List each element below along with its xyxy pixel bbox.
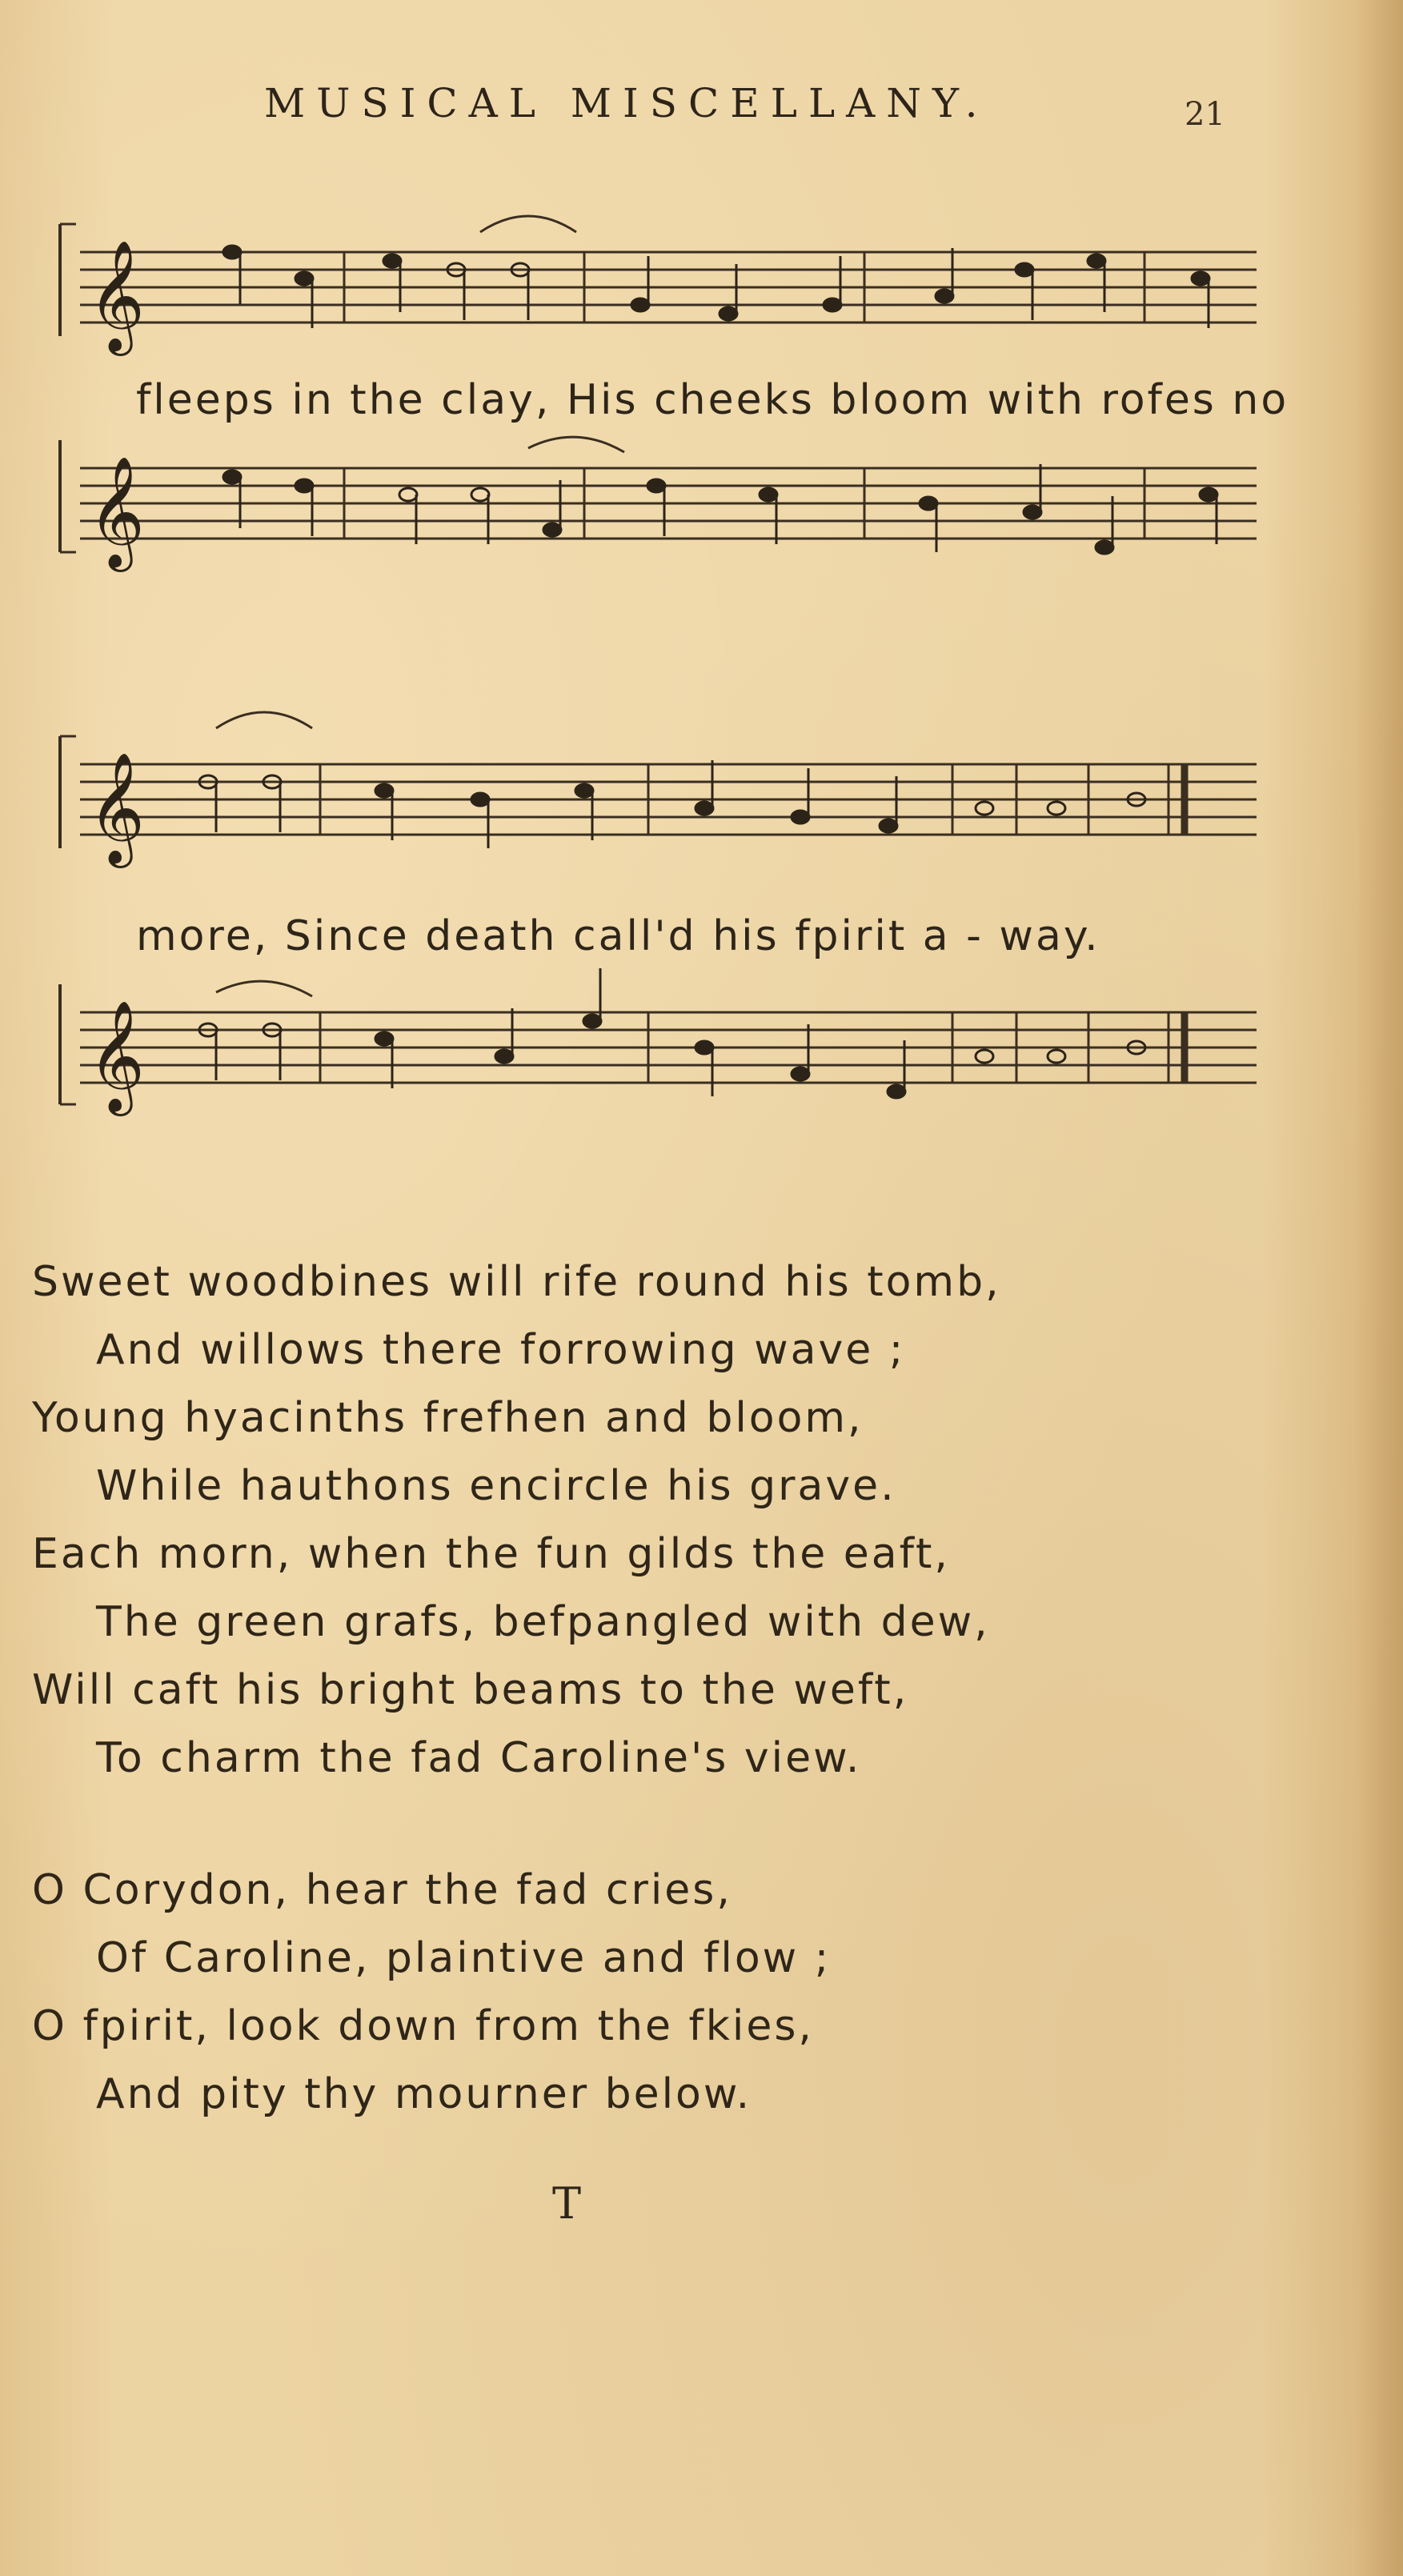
stanza-gap bbox=[32, 1793, 1313, 1857]
svg-text:𝄞: 𝄞 bbox=[88, 456, 145, 567]
poem-line: Will caft his bright beams to the weft, bbox=[32, 1666, 909, 1714]
poem-line: Young hyacinths frefhen and bloom, bbox=[32, 1394, 864, 1442]
svg-text:𝄞: 𝄞 bbox=[88, 1000, 145, 1112]
poem-line: O fpirit, look down from the fkies, bbox=[32, 2002, 814, 2050]
poem-line: To charm the fad Caroline's view. bbox=[96, 1734, 862, 1782]
poem-line: The green grafs, befpangled with dew, bbox=[96, 1598, 990, 1646]
poem-text bbox=[32, 1248, 1313, 2129]
poem-line: Sweet woodbines will rife round his tomb, bbox=[32, 1258, 1001, 1306]
svg-text:𝄞: 𝄞 bbox=[88, 752, 145, 863]
poem-line: And willows there forrowing wave ; bbox=[96, 1326, 906, 1374]
running-title: MUSICAL MISCELLANY. bbox=[264, 80, 989, 126]
stanza-2 bbox=[32, 1857, 1313, 2129]
poem-line: Each morn, when the fun gilds the eaft, bbox=[32, 1530, 950, 1578]
lyric-line-1: fleeps in the clay, His cheeks bloom with rofes no bbox=[136, 376, 1289, 424]
poem-line: Of Caroline, plaintive and flow ; bbox=[96, 1934, 832, 1982]
lyric-line-2: more, Since death call'd his fpirit a - way. bbox=[136, 912, 1100, 960]
poem-line: O Corydon, hear the fad cries, bbox=[32, 1866, 732, 1914]
catchword: T bbox=[552, 2178, 582, 2229]
poem-line: And pity thy mourner below. bbox=[96, 2070, 752, 2118]
poem-line: While hauthons encircle his grave. bbox=[96, 1462, 896, 1510]
svg-text:𝄞: 𝄞 bbox=[88, 240, 145, 351]
page-edge-shadow bbox=[1355, 0, 1403, 2576]
stanza-1 bbox=[32, 1248, 1313, 1793]
page-number: 21 bbox=[1185, 96, 1225, 133]
